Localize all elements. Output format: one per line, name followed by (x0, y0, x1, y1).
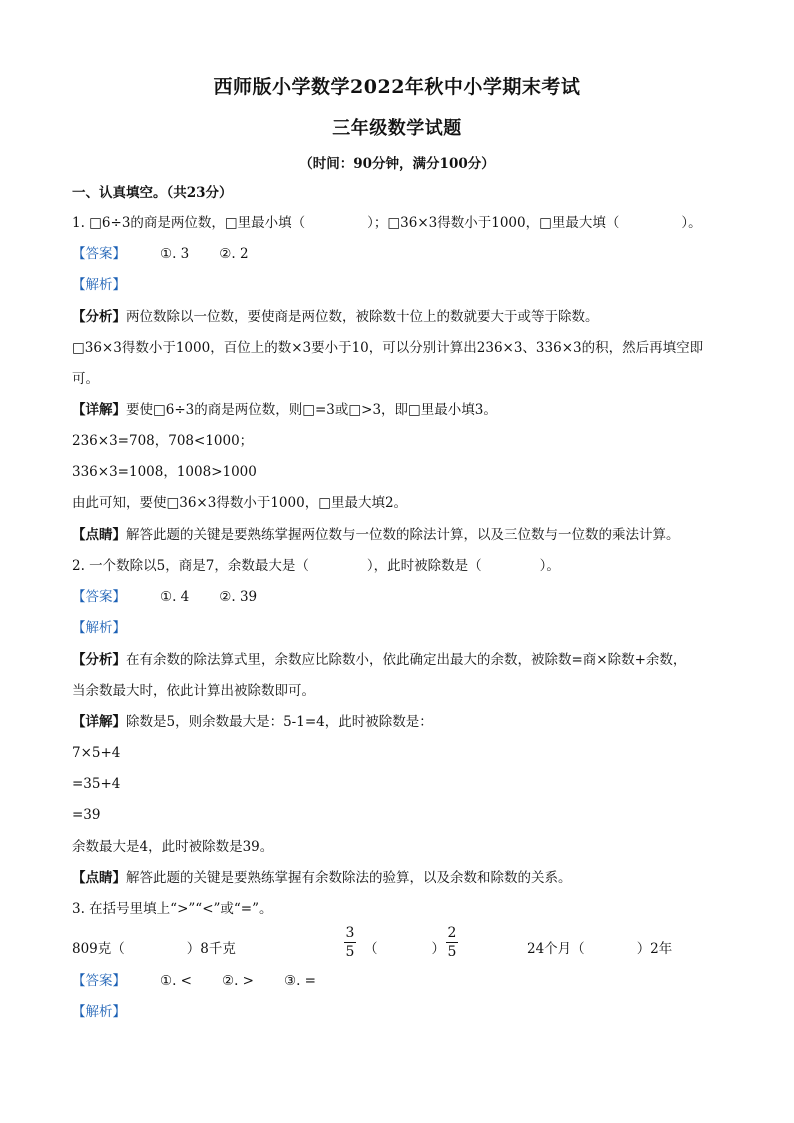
q2-jiexi (72, 619, 732, 637)
q1-stem-c: ）。 (681, 215, 702, 231)
question-3: 3. 在括号里填上“>”“<”或“=”。 (72, 901, 273, 917)
fraction-a-bar (344, 942, 356, 943)
q1-answer-2: ②. 2 (219, 246, 249, 262)
q3-item3-left: 24个月（ (527, 941, 585, 957)
q2-dianjing (72, 869, 732, 887)
answer-tag: 【答案】 (72, 246, 126, 262)
q2-stem-b: ），此时被除数是（ (366, 558, 482, 574)
xiangjie-tag: 【详解】 (72, 714, 126, 730)
q1-fenxi-line2: □36×3得数小于1000，百位上的数×3要小于10，可以分别计算出236×3、336×3的积，然后再填空即 (72, 340, 704, 356)
fraction-a-denominator: 5 (345, 944, 355, 960)
q3-item-1 (72, 937, 236, 957)
q3-fraction-a (344, 925, 356, 960)
q1-dianjing-text: 解答此题的关键是要熟练掌握两位数与一位数的除法计算，以及三位数与一位数的乘法计算。 (126, 527, 680, 543)
q2-dianjing-text: 解答此题的关键是要熟练掌握有余数除法的验算，以及余数和除数的关系。 (126, 870, 572, 886)
dianjing-tag: 【点睛】 (72, 870, 126, 886)
q1-stem-b: ）；□36×3得数小于1000，□里最大填（ (367, 215, 620, 231)
q1-calc-2: 336×3=1008，1008>1000 (72, 464, 257, 480)
fenxi-tag: 【分析】 (72, 652, 126, 668)
q2-stem-c: ）。 (539, 558, 560, 574)
fraction-a-numerator: 3 (345, 925, 355, 941)
q2-xiangjie-text: 除数是5，则余数最大是：5-1=4，此时被除数是： (126, 714, 433, 730)
page-subtitle: 三年级数学试题 (332, 118, 462, 139)
q1-jiexi (72, 276, 732, 294)
answer-tag: 【答案】 (72, 973, 126, 989)
q3-fraction-b (446, 925, 458, 960)
q1-fenxi (72, 308, 732, 326)
q2-fenxi-line2: 当余数最大时，依此计算出被除数即可。 (72, 683, 315, 699)
fenxi-tag: 【分析】 (72, 309, 126, 325)
q1-dianjing (72, 526, 732, 544)
q2-xiangjie (72, 713, 732, 731)
q1-xiangjie (72, 401, 732, 419)
q1-xiangjie-text: 要使□6÷3的商是两位数，则□=3或□>3，即□里最小填3。 (126, 402, 497, 418)
q3-paren-close: ） (431, 941, 445, 957)
fraction-b-numerator: 2 (447, 925, 457, 941)
jiexi-tag: 【解析】 (72, 1004, 126, 1020)
q3-answer-3: ③. = (284, 973, 316, 989)
fraction-b-denominator: 5 (447, 944, 457, 960)
jiexi-tag: 【解析】 (72, 620, 126, 636)
q3-answer-1: ①. < (160, 973, 192, 989)
q2-calc-2: =35+4 (72, 776, 121, 792)
q2-calc-3: =39 (72, 807, 101, 823)
answer-tag: 【答案】 (72, 589, 126, 605)
exam-info: （时间：90分钟，满分100分） (299, 156, 495, 172)
q2-answer-2: ②. 39 (219, 589, 258, 605)
q2-answer (72, 588, 732, 606)
q3-item1-right: ）8千克 (186, 941, 236, 957)
q3-answer-2: ②. > (222, 973, 254, 989)
q1-answer-1: ①. 3 (160, 246, 190, 262)
question-1 (72, 214, 732, 232)
q3-paren-open: （ (364, 941, 378, 957)
q3-item-2 (364, 937, 445, 957)
q1-fenxi-line3: 可。 (72, 371, 99, 387)
xiangjie-tag: 【详解】 (72, 402, 126, 418)
question-2 (72, 557, 732, 575)
page-title: 西师版小学数学2022年秋中小学期末考试 (213, 76, 581, 98)
fraction-b-bar (446, 942, 458, 943)
jiexi-tag: 【解析】 (72, 277, 126, 293)
dianjing-tag: 【点睛】 (72, 527, 126, 543)
q3-item1-left: 809克（ (72, 941, 125, 957)
q1-fenxi-text: 两位数除以一位数，要使商是两位数，被除数十位上的数就要大于或等于除数。 (126, 309, 599, 325)
section-heading: 一、认真填空。（共23分） (72, 185, 233, 201)
q2-fenxi-text: 在有余数的除法算式里，余数应比除数小，依此确定出最大的余数，被除数=商×除数+余数， (126, 652, 687, 668)
q1-stem-a: 1. □6÷3的商是两位数，□里最小填（ (72, 215, 306, 231)
q1-answer (72, 245, 732, 263)
q3-item-3 (527, 937, 672, 957)
q1-calc-1: 236×3=708，708<1000； (72, 433, 254, 449)
q3-item3-right: ）2年 (636, 941, 673, 957)
q2-fenxi (72, 651, 732, 669)
q1-conclusion: 由此可知，要使□36×3得数小于1000，□里最大填2。 (72, 495, 408, 511)
q2-calc-1: 7×5+4 (72, 745, 121, 761)
q2-conclusion: 余数最大是4，此时被除数是39。 (72, 839, 274, 855)
q2-answer-1: ①. 4 (160, 589, 190, 605)
q3-answer (72, 972, 732, 990)
q3-jiexi (72, 1003, 732, 1021)
q2-stem-a: 2. 一个数除以5，商是7，余数最大是（ (72, 558, 309, 574)
